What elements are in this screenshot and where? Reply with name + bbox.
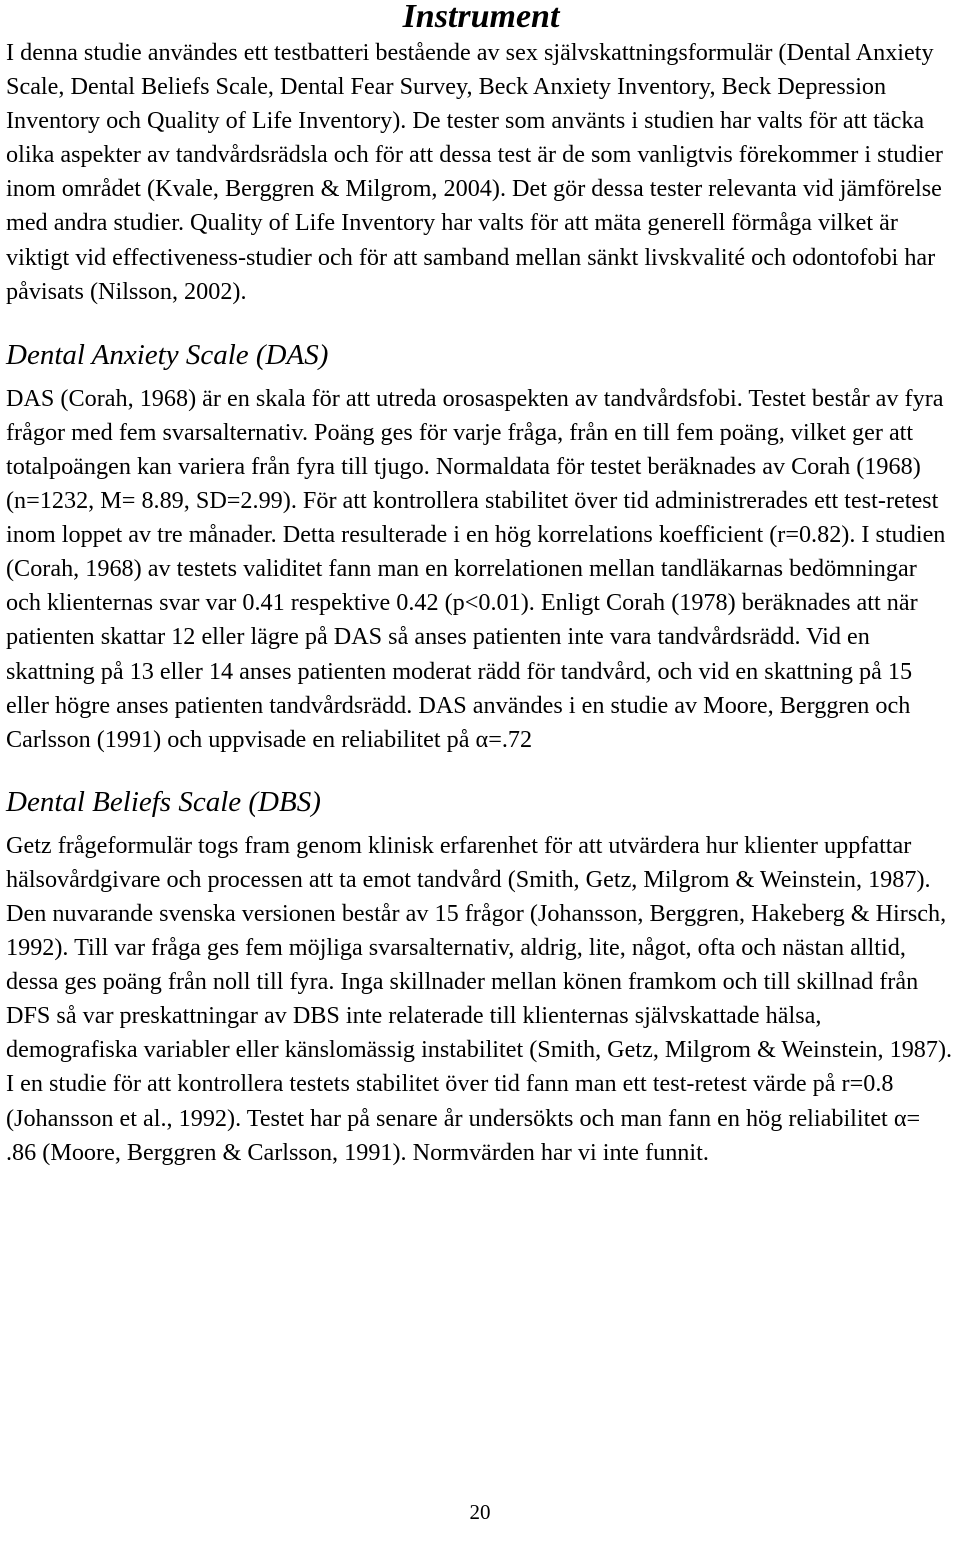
intro-paragraph: I denna studie användes ett testbatteri bestående av sex självskattningsformulär (Dental Anxiety Scale, Dental Beliefs Scale, Dental Fear Survey, Beck Anxiety Inventory, Beck Depression Inventory och Quality of Life Inventory). De tester som använts i studien har valts för att täcka olika aspekter av tandvårdsrädsla och för att dessa test är de som vanligtvis förekommer i studier inom området (Kvale, Berggren & Milgrom, 2004). Det gör dessa tester relevanta vid jämförelse med andra studier. Quality of Life Inventory har valts för att mäta generell förmåga vilket är viktigt vid effectiveness-studier och för att samband mellan sänkt livskvalité och odontofobi har påvisats (Nilsson, 2002).	[6, 39, 943, 305]
section-paragraph-das: DAS (Corah, 1968) är en skala för att utreda orosaspekten av tandvårdsfobi. Testet består av fyra frågor med fem svarsalternativ. Poäng ges för varje fråga, från en till fem poäng, vilket ger att totalpoängen kan variera från fyra till tjugo. Normaldata för testet beräknades av Corah (1968) (n=1232, M= 8.89, SD=2.99). För att kontrollera stabilitet över tid administrerades ett test-retest inom loppet av tre månader. Detta resulterade i en hög korrelations koefficient (r=0.82). I studien (Corah, 1968) av testets validitet fann man en korrelationen mellan tandläkarnas bedömningar och klienternas svar var 0.41 respektive 0.42 (p<0.01). Enligt Corah (1978) beräknades att när patienten skattar 12 eller lägre på DAS så anses patienten inte vara tandvårdsrädd. Vid en skattning på 13 eller 14 anses patienten moderat rädd för tandvård, och vid en skattning på 15 eller högre anses patienten tandvårdsrädd. DAS användes i en studie av Moore, Berggren och Carlsson (1991) och uppvisade en reliabilitet på α=.72	[6, 384, 946, 753]
section-paragraph-dbs: Getz frågeformulär togs fram genom klinisk erfarenhet för att utvärdera hur klienter uppfattar hälsovårdgivare och processen att ta emot tandvård (Smith, Getz, Milgrom & Weinstein, 1987). Den nuvarande svenska versionen består av 15 frågor (Johansson, Berggren, Hakeberg & Hirsch, 1992). Till var fråga ges fem möjliga svarsalternativ, aldrig, lite, något, ofta och nästan alltid, dessa ges poäng från noll till fyra. Inga skillnader mellan könen framkom och till skillnad från DFS så var preskattningar av DBS inte relaterade till klienternas självskattade hälsa, demografiska variabler eller känslomässig instabilitet (Smith, Getz, Milgrom & Weinstein, 1987). I en studie för att kontrollera testets stabilitet över tid fann man ett test-retest värde på r=0.8 (Johansson et al., 1992). Testet har på senare år undersökts och man fann en hög reliabilitet α= .86 (Moore, Berggren & Carlsson, 1991). Normvärden har vi inte funnit.	[6, 831, 953, 1166]
section-heading-dbs: Dental Beliefs Scale (DBS)	[6, 785, 321, 818]
section-heading-das: Dental Anxiety Scale (DAS)	[6, 338, 329, 371]
page-number: 20	[469, 1500, 491, 1524]
document-page	[6, 0, 956, 1170]
page-title: Instrument	[402, 0, 560, 35]
